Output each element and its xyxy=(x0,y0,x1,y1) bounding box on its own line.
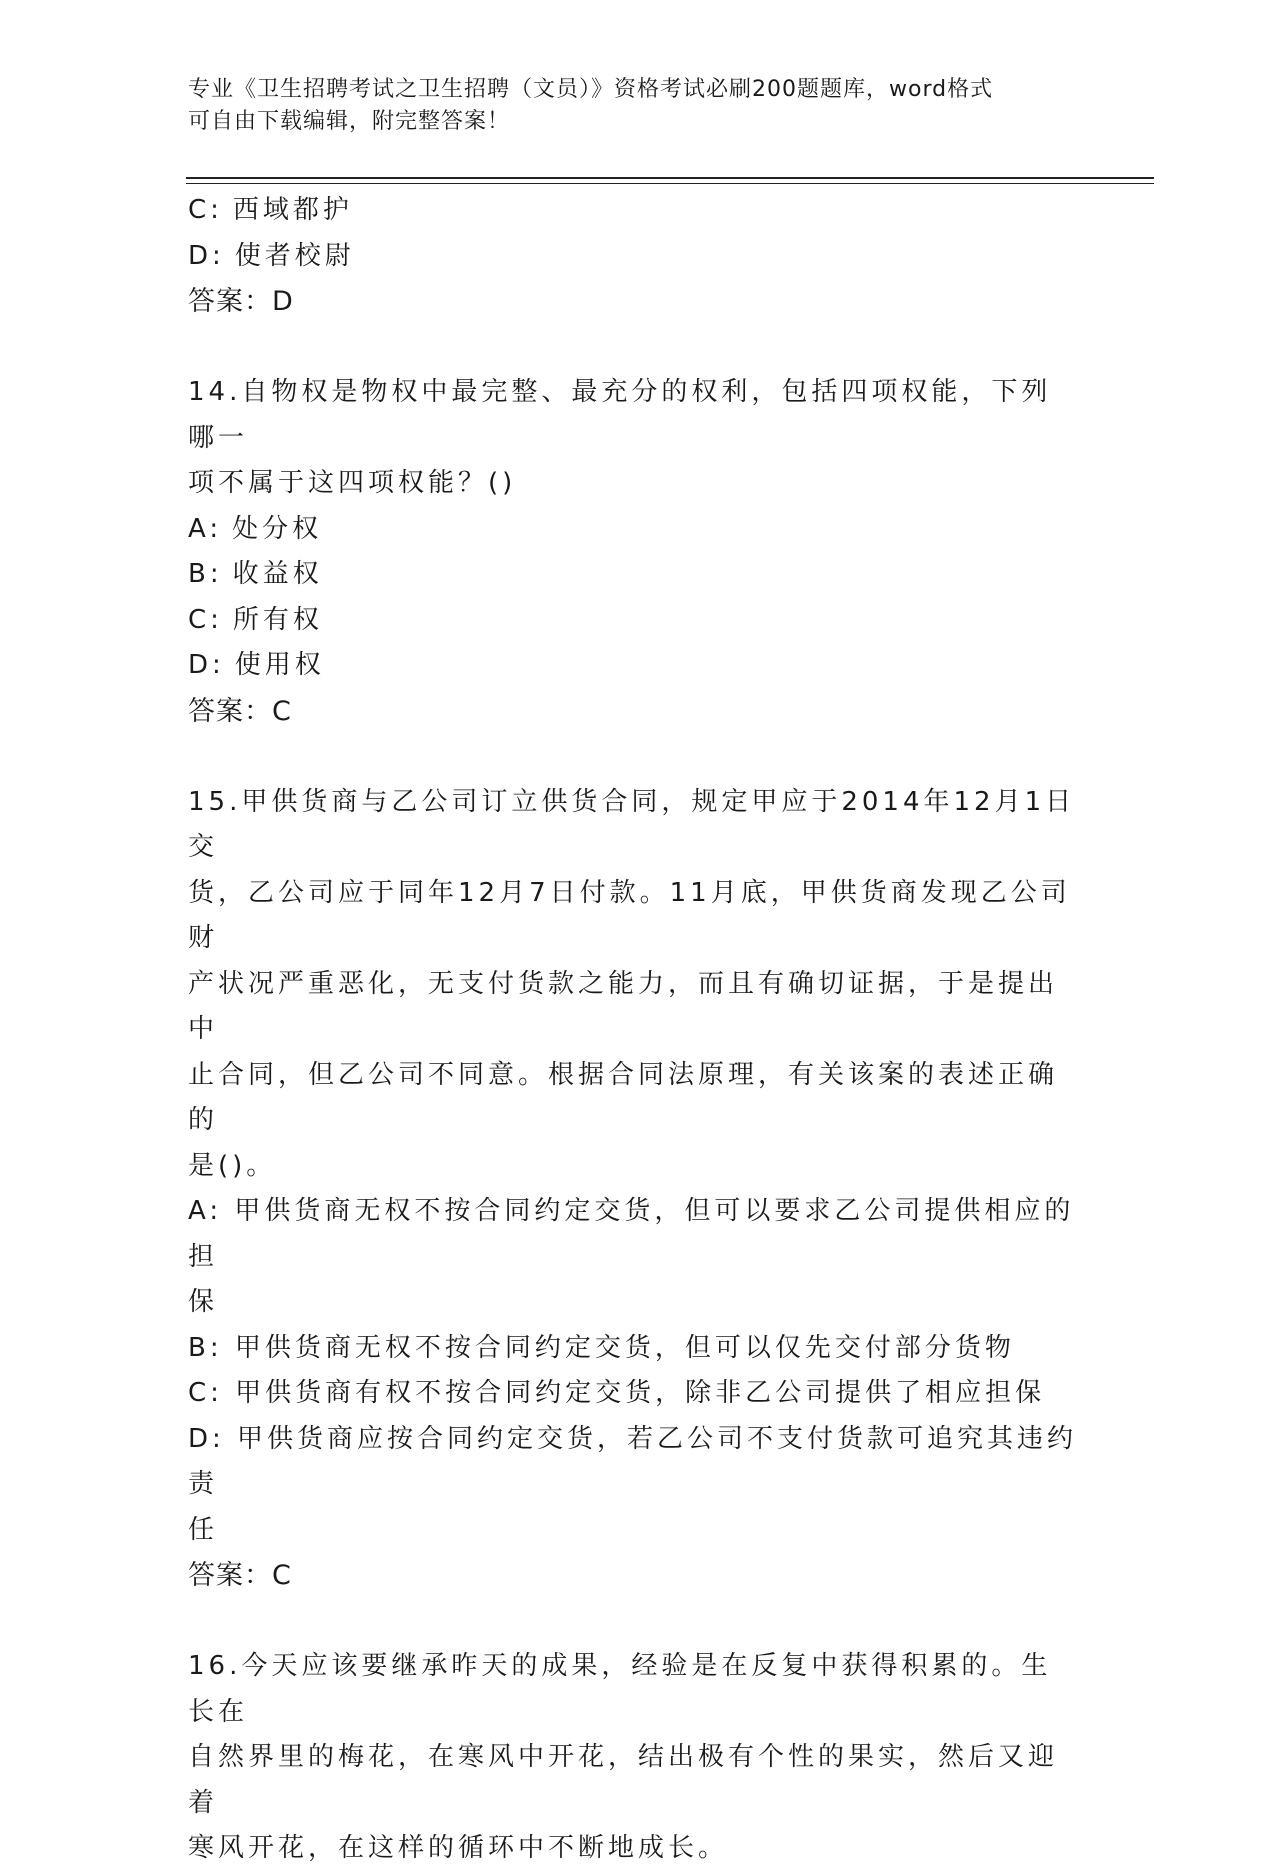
option-b: B: 收益权 xyxy=(188,559,323,589)
option-b: B: 甲供货商无权不按合同约定交货，但可以仅先交付部分货物 xyxy=(188,1332,1015,1363)
option-c: C: 甲供货商有权不按合同约定交货，除非乙公司提供了相应担保 xyxy=(188,1378,1046,1408)
question-text: 15.甲供货商与乙公司订立供货合同，规定甲应于2014年12月1日交 xyxy=(188,786,1076,862)
option-c: C: 所有权 xyxy=(188,604,323,635)
answer: 答案：D xyxy=(188,286,294,317)
question-text: 寒风开花，在这样的循环中不断地成长。 xyxy=(188,1833,729,1863)
page-header xyxy=(188,74,1068,138)
option-d-cont: 任 xyxy=(188,1514,219,1545)
header-line-2: 可自由下载编辑，附完整答案！ xyxy=(188,109,511,134)
answer: 答案：C xyxy=(188,1560,292,1591)
question-text: 项不属于这四项权能？() xyxy=(188,468,517,498)
question-text: 货，乙公司应于同年12月7日付款。11月底，甲供货商发现乙公司财 xyxy=(188,877,1071,953)
option-d: D: 使用权 xyxy=(188,650,325,680)
option-d: D: 使者校尉 xyxy=(188,240,355,271)
option-c: C: 西域都护 xyxy=(188,195,353,225)
header-rule-thin xyxy=(186,183,1154,184)
question-13 xyxy=(188,188,1078,325)
option-a: A: 处分权 xyxy=(188,513,323,544)
question-text: 16.今天应该要继承昨天的成果，经验是在反复中获得积累的。生长在 xyxy=(188,1651,1052,1727)
question-16 xyxy=(188,1644,1078,1872)
option-d: D: 甲供货商应按合同约定交货，若乙公司不支付货款可追究其违约责 xyxy=(188,1423,1078,1499)
document-body xyxy=(188,188,1078,1872)
answer: 答案：C xyxy=(188,695,292,727)
question-text: 14.自物权是物权中最完整、最充分的权利，包括四项权能，下列哪一 xyxy=(188,377,1052,453)
question-14 xyxy=(188,370,1078,734)
option-a: A: 甲供货商无权不按合同约定交货，但可以要求乙公司提供相应的担 xyxy=(188,1196,1075,1272)
header-rule-thick xyxy=(186,177,1154,179)
question-text: 是()。 xyxy=(188,1150,277,1181)
question-text: 产状况严重恶化，无支付货款之能力，而且有确切证据，于是提出中 xyxy=(188,968,1059,1044)
header-line-1: 专业《卫生招聘考试之卫生招聘（文员）》资格考试必刷200题题库，word格式 xyxy=(188,77,994,102)
question-text: 自然界里的梅花，在寒风中开花，结出极有个性的果实，然后又迎着 xyxy=(188,1742,1059,1818)
option-a-cont: 保 xyxy=(188,1287,219,1317)
question-text: 止合同，但乙公司不同意。根据合同法原理，有关该案的表述正确的 xyxy=(188,1059,1059,1135)
question-15 xyxy=(188,780,1078,1599)
